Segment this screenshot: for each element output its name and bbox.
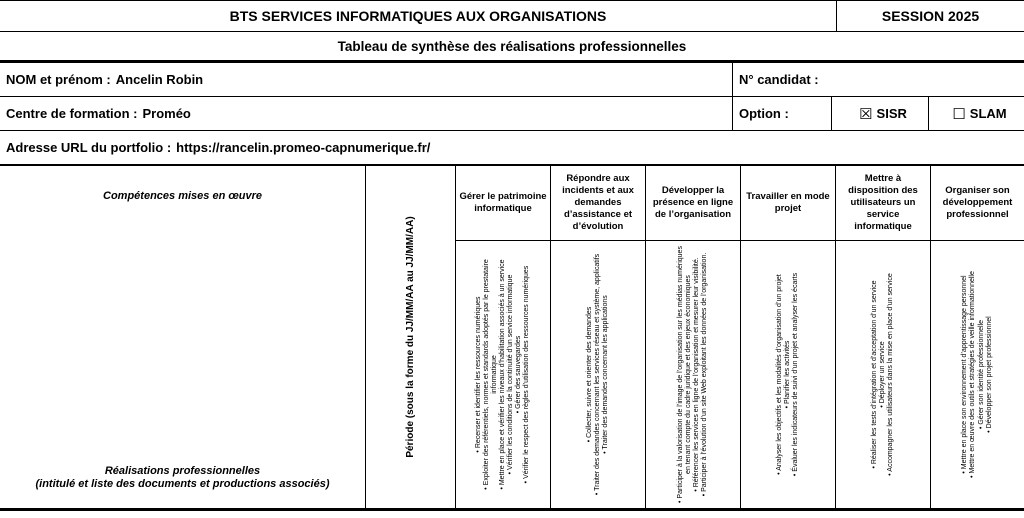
candidate-name-cell — [0, 63, 733, 96]
competency-item: • Participer à l’évolution d’un site Web exploitant les données de l’organisation. — [701, 252, 709, 497]
competency-item: • Gérer des sauvegardes — [515, 335, 523, 414]
sisr-checkbox[interactable]: ☒ — [859, 105, 873, 123]
document-title: BTS SERVICES INFORMATIQUES AUX ORGANISATIONS — [0, 1, 837, 31]
center-value: Proméo — [142, 106, 191, 121]
option-label-cell — [733, 97, 832, 130]
competency-item: • Développer son projet professionnel — [985, 316, 993, 433]
center-label: Centre de formation : — [6, 106, 138, 121]
column-items-organiser-developpement — [930, 241, 1024, 508]
portfolio-url-row — [0, 131, 1024, 164]
column-title-mettre-disposition: Mettre à disposition des utilisateurs un service informatique — [835, 166, 930, 241]
candidate-name-row — [0, 63, 1024, 97]
competency-item: • Réaliser les tests d’intégration et d’acceptation d’un service — [870, 280, 878, 469]
competency-table — [0, 164, 1024, 511]
slam-label: SLAM — [969, 106, 1007, 121]
session-label: SESSION 2025 — [881, 8, 980, 24]
competency-item: • Gérer son identité professionnelle — [977, 319, 985, 430]
column-items-developper-presence — [645, 241, 740, 508]
competency-item: • Accompagner les utilisateurs dans la mise en place d’un service — [887, 273, 895, 476]
column-title-travailler-projet: Travailler en mode projet — [740, 166, 835, 241]
portfolio-url-cell — [0, 131, 1024, 164]
column-items-gerer-patrimoine — [455, 241, 550, 508]
competency-item: • Vérifier les conditions de la continuité d’un service informatique — [507, 274, 515, 475]
column-title-repondre-incidents: Répondre aux incidents et aux demandes d’assistance et d’évolution — [550, 166, 645, 241]
competency-item: • Exploiter des référentiels, normes et standards adoptés par le prestataire informatique — [482, 259, 498, 490]
column-title-gerer-patrimoine: Gérer le patrimoine informatique — [455, 166, 550, 241]
competency-item: • Référencer les services en ligne de l’organisation et mesurer leur visibilité. — [693, 257, 700, 492]
column-title-developper-presence: Développer la présence en ligne de l’organisation — [645, 166, 740, 241]
periode-header: Période (sous la forme du JJ/MM/AA au JJ/MM/AA) — [405, 216, 416, 458]
periode-column — [365, 166, 455, 508]
option-sisr-cell — [832, 97, 928, 130]
competency-item: • Recenser et identifier les ressources numériques — [474, 296, 482, 453]
competency-item: • Participer à la valorisation de l’image de l’organisation sur les médias numériques en tenant compte du cadre juridique et des enjeux économiques — [676, 246, 692, 503]
name-label: NOM et prénom : — [6, 72, 111, 87]
slam-checkbox[interactable]: ☐ — [952, 105, 966, 123]
competency-item: • Traiter des demandes concernant les applications — [602, 295, 610, 454]
candidate-number-cell — [733, 63, 1024, 96]
header-banner — [0, 0, 1024, 32]
name-value: Ancelin Robin — [115, 72, 204, 87]
competency-item: • Mettre en œuvre des outils et stratégies de veille informationnelle — [969, 271, 977, 478]
competency-item: • Mettre en place son environnement d’apprentissage personnel — [961, 275, 969, 474]
option-slam-cell — [928, 97, 1024, 130]
realisations-header: Réalisations professionnelles — [104, 464, 261, 477]
realisations-header-block — [35, 465, 329, 493]
portfolio-url-value: https://rancelin.promeo-capnumerique.fr/ — [176, 140, 431, 155]
option-label: Option : — [739, 106, 789, 121]
competency-item: • Analyser les objectifs et les modalités d’organisation d’un projet — [775, 274, 783, 475]
competences-header: Compétences mises en œuvre — [103, 190, 262, 202]
competency-item: • Déployer un service — [878, 341, 886, 408]
column-items-mettre-disposition — [835, 241, 930, 508]
competency-item: • Collecter, suivre et orienter des demandes — [585, 306, 593, 443]
competency-item: • Traiter des demandes concernant les services réseau et système, applicatifs — [593, 253, 601, 496]
row-headers-cell — [0, 166, 365, 508]
column-items-repondre-incidents — [550, 241, 645, 508]
sisr-label: SISR — [876, 106, 907, 121]
competency-item: • Vérifier le respect des règles d’utilisation des ressources numériques — [523, 265, 531, 484]
competency-item: • Planifier les activités — [783, 340, 791, 409]
training-center-row — [0, 97, 1024, 131]
column-title-organiser-developpement: Organiser son développement professionnel — [930, 166, 1024, 241]
portfolio-label: Adresse URL du portfolio : — [6, 140, 172, 155]
competency-item: • Mettre en place et vérifier les niveaux d’habilitation associés à un service — [498, 259, 506, 490]
candidate-number-label: N° candidat : — [739, 72, 819, 87]
training-center-cell — [0, 97, 733, 130]
column-items-travailler-projet — [740, 241, 835, 508]
document-subtitle: Tableau de synthèse des réalisations professionnelles — [0, 32, 1024, 63]
realisations-subheader: (intitulé et liste des documents et productions associés) — [35, 478, 330, 491]
competency-item: • Évaluer les indicateurs de suivi d’un projet et analyser les écarts — [792, 272, 800, 477]
